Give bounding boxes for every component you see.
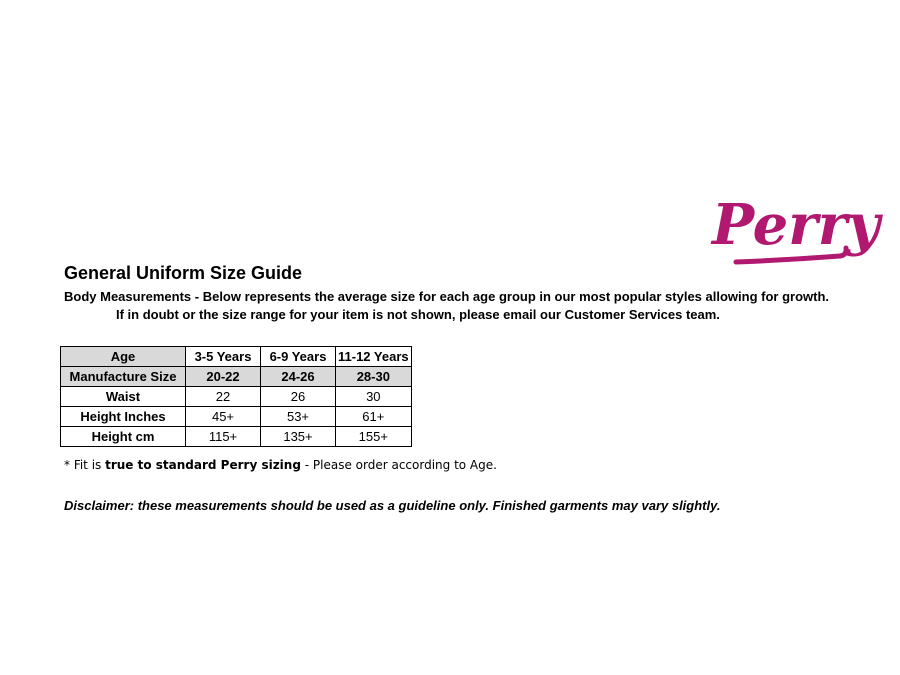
table-row — [61, 427, 412, 447]
table-row — [61, 367, 412, 387]
size-table — [60, 346, 412, 447]
table-cell: 28-30 — [336, 367, 412, 387]
table-cell: 155+ — [336, 427, 412, 447]
fit-note — [64, 458, 497, 472]
perry-logo-text: Perry — [712, 192, 880, 258]
table-row — [61, 407, 412, 427]
row-label: Height cm — [61, 427, 186, 447]
table-cell: 20-22 — [186, 367, 261, 387]
table-header-cell: 3-5 Years — [186, 347, 261, 367]
table-cell: 26 — [261, 387, 336, 407]
table-header-cell: 6-9 Years — [261, 347, 336, 367]
table-cell: 30 — [336, 387, 412, 407]
row-label: Manufacture Size — [61, 367, 186, 387]
intro-line-2: If in doubt or the size range for your item is not shown, please email our Customer Services team. — [116, 307, 720, 322]
row-label: Height Inches — [61, 407, 186, 427]
table-header-cell: 11-12 Years — [336, 347, 412, 367]
row-label: Waist — [61, 387, 186, 407]
table-cell: 22 — [186, 387, 261, 407]
table-header-age: Age — [61, 347, 186, 367]
fit-note-prefix: * Fit is — [64, 458, 106, 472]
perry-logo — [708, 176, 880, 270]
fit-note-suffix: - Please order according to Age. — [300, 458, 497, 472]
disclaimer: Disclaimer: these measurements should be used as a guideline only. Finished garments may vary slightly. — [64, 498, 721, 513]
table-cell: 135+ — [261, 427, 336, 447]
table-row — [61, 387, 412, 407]
fit-note-bold: true to standard Perry sizing — [105, 458, 301, 472]
table-cell: 115+ — [186, 427, 261, 447]
table-cell: 45+ — [186, 407, 261, 427]
table-header-row — [61, 347, 412, 367]
intro-line-1: Body Measurements - Below represents the average size for each age group in our most popular styles allowing for growth. — [64, 289, 830, 304]
table-cell: 24-26 — [261, 367, 336, 387]
page-title: General Uniform Size Guide — [64, 263, 303, 283]
table-cell: 61+ — [336, 407, 412, 427]
perry-logo-mark — [708, 176, 880, 270]
table-cell: 53+ — [261, 407, 336, 427]
